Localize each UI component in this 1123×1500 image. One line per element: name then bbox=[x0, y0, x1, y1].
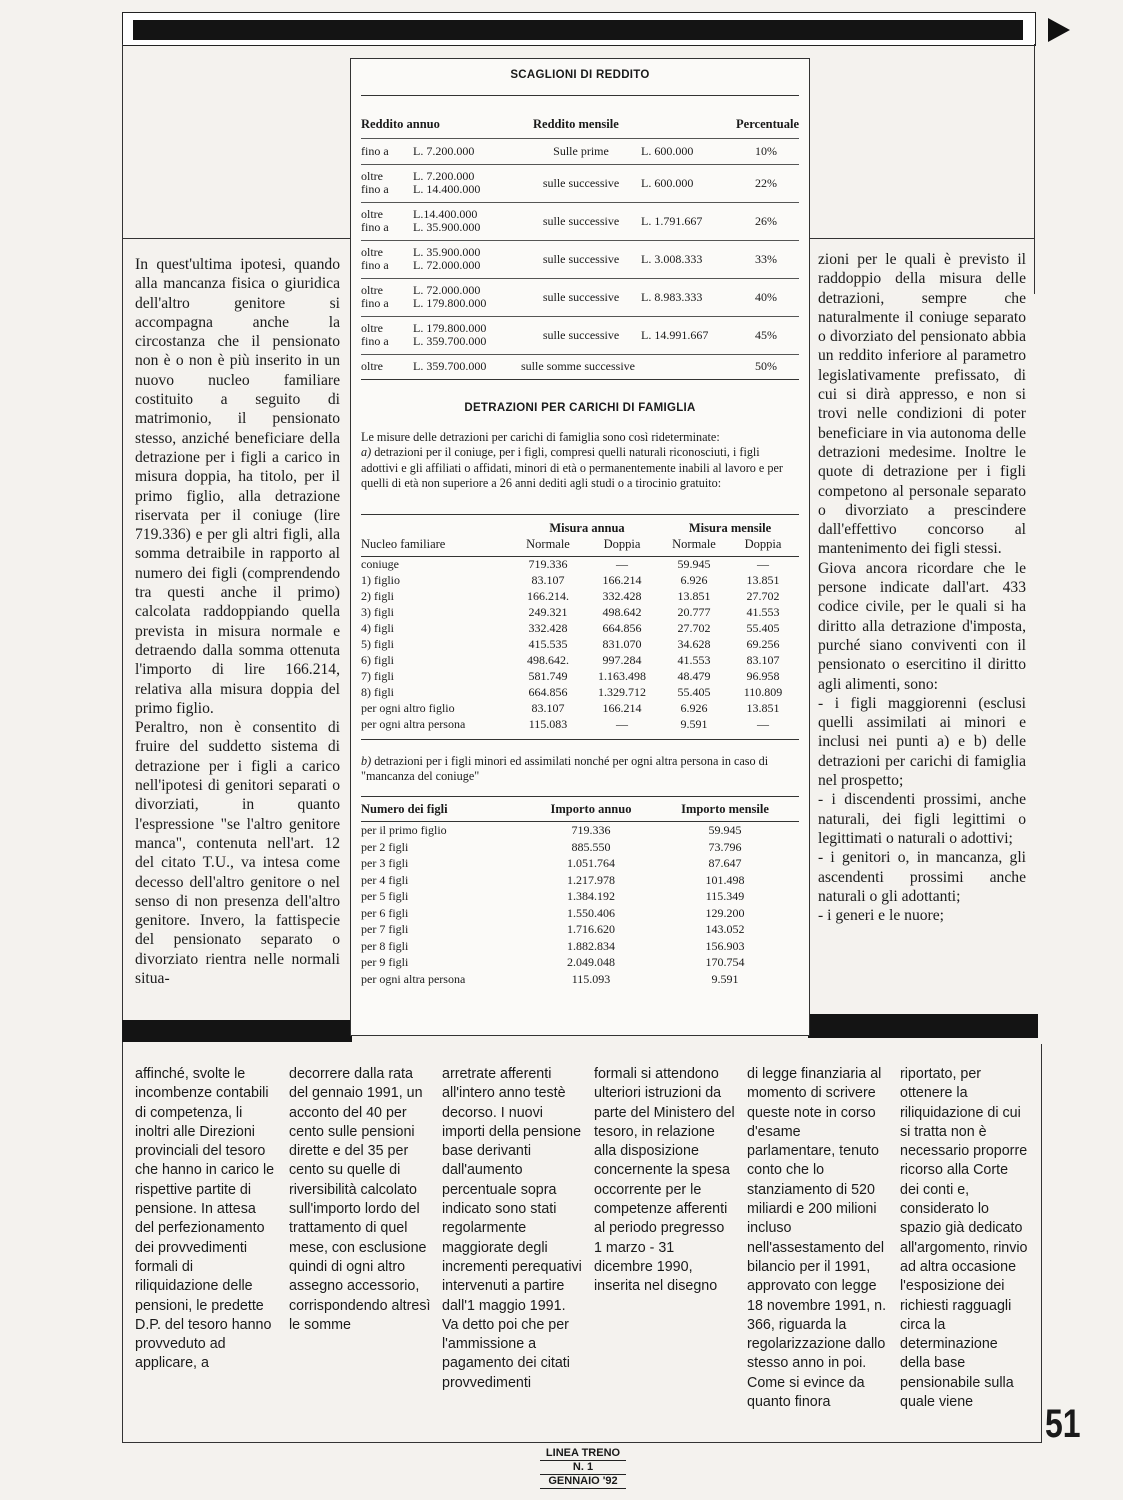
table-cell: per 4 figli bbox=[361, 872, 409, 887]
table-row bbox=[361, 855, 799, 872]
table-cell: 581.749 bbox=[528, 669, 568, 684]
table-cell: 13.851 bbox=[677, 589, 711, 604]
table-row bbox=[361, 653, 799, 669]
annual-income-cell bbox=[413, 164, 521, 202]
range-label: fino a bbox=[361, 182, 389, 196]
table-cell: 997.284 bbox=[602, 653, 642, 668]
table-cell: 166.214 bbox=[602, 701, 642, 716]
divider bbox=[361, 739, 799, 740]
table-cell: 55.405 bbox=[677, 685, 711, 700]
table-cell: 83.107 bbox=[746, 653, 780, 668]
annual-income-cell bbox=[413, 240, 521, 278]
bottom-column-5 bbox=[747, 1065, 889, 1412]
column-header: Reddito annuo bbox=[361, 117, 440, 132]
column-header: Percentuale bbox=[736, 117, 799, 132]
monthly-income: L. 600.000 bbox=[641, 164, 733, 202]
table-row bbox=[361, 278, 799, 316]
table-cell: 7) figli bbox=[361, 669, 394, 684]
annual-income: L.14.400.000 bbox=[413, 207, 478, 221]
left-box-rule bbox=[122, 238, 350, 239]
paragraph: affinché, svolte le incombenze contabili di competenza, li inoltri alle Direzioni provinciali del tesoro che hanno in carico le rispettive partite di pensione. In attesa del perfezionamento dei provvedimenti formali di riliquidazione delle pensioni, le predette D.P. del tesoro hanno provveduto ad applicare, a bbox=[135, 1066, 275, 1372]
annual-income: L. 72.000.000 bbox=[413, 258, 481, 272]
table-row bbox=[361, 905, 799, 922]
table-cell: 1.384.192 bbox=[567, 889, 615, 904]
percentage: 40% bbox=[733, 278, 799, 316]
annual-income-cell bbox=[413, 202, 521, 240]
monthly-desc: sulle successive bbox=[521, 202, 641, 240]
table-cell: 9.591 bbox=[711, 971, 739, 986]
table-row bbox=[361, 717, 799, 733]
table-cell: 2.049.048 bbox=[567, 955, 615, 970]
table-cell: 6) figli bbox=[361, 653, 394, 668]
table-cell: 115.349 bbox=[705, 889, 745, 904]
table-cell: per ogni altra persona bbox=[361, 971, 466, 986]
table-cell: 48.479 bbox=[677, 669, 711, 684]
table-cell: 69.256 bbox=[746, 637, 780, 652]
table-cell: 1.163.498 bbox=[598, 669, 646, 684]
table-cell: per 8 figli bbox=[361, 938, 409, 953]
table-cell: 2) figli bbox=[361, 589, 394, 604]
annual-income: L. 7.200.000 bbox=[413, 169, 475, 183]
table-row bbox=[361, 954, 799, 971]
group-header: Misura annua bbox=[549, 521, 625, 536]
table-cell: 115.083 bbox=[528, 717, 568, 732]
table-cell: 1.716.620 bbox=[567, 922, 615, 937]
table-cell: — bbox=[757, 557, 769, 572]
range-label: fino a bbox=[361, 220, 389, 234]
monthly-income: L. 1.791.667 bbox=[641, 202, 733, 240]
table-cell: 27.702 bbox=[677, 621, 711, 636]
divider bbox=[361, 95, 799, 96]
point-a-text bbox=[361, 445, 799, 491]
table-cell: 332.428 bbox=[528, 621, 568, 636]
table-cell: per ogni altra persona bbox=[361, 717, 466, 732]
table-row bbox=[361, 138, 799, 164]
column-header: Numero dei figli bbox=[361, 801, 448, 816]
table-cell: 5) figli bbox=[361, 637, 394, 652]
paragraph: zioni per le quali è previsto il raddoppio della misura delle detrazioni, sempre che naturalmente il coniuge separato o divorziato del pensionato abbia un reddito inferiore al parametro legislativamente prefissato, di cui si dirà appresso, e non si trovi nelle condizioni di poter beneficiare in via autonoma delle detrazioni medesime. Inoltre le quote di detrazione per i figli competono al personale separato o divorziato a prescindere dall'effettivo concorso al mantenimento dei figli stessi. bbox=[818, 251, 1026, 558]
detrazioni-title: DETRAZIONI PER CARICHI DI FAMIGLIA bbox=[464, 402, 696, 414]
table-row bbox=[361, 669, 799, 685]
table-cell: 719.336 bbox=[571, 823, 611, 838]
table-row bbox=[361, 822, 799, 839]
table-row bbox=[361, 316, 799, 354]
section-band-right bbox=[808, 1014, 1038, 1038]
column-header: Reddito mensile bbox=[533, 117, 619, 132]
monthly-desc: sulle successive bbox=[521, 164, 641, 202]
table-row bbox=[361, 685, 799, 701]
table-cell: per 5 figli bbox=[361, 889, 409, 904]
percentage: 33% bbox=[733, 240, 799, 278]
range-label: oltre bbox=[361, 169, 383, 183]
monthly-desc: Sulle prime bbox=[521, 138, 641, 164]
table-cell: 1.882.834 bbox=[567, 938, 615, 953]
column-header: Importo annuo bbox=[550, 801, 632, 816]
table-cell: 415.535 bbox=[528, 637, 568, 652]
range-label: fino a bbox=[361, 296, 389, 310]
paragraph: riportato, per ottenere la riliquidazione di cui si tratta non è necessario proporre ricorso alla Corte dei conti e, considerato lo spazio già dedicato all'argomento, rinvio ad altra occasione l'esposizione dei richiesti ragguagli circa la determinazione della base pensionabile sulla quale viene bbox=[900, 1066, 1028, 1411]
table-row bbox=[361, 556, 799, 573]
table-cell: — bbox=[757, 717, 769, 732]
group-header: Misura mensile bbox=[688, 521, 772, 536]
table-cell: 885.550 bbox=[571, 839, 611, 854]
table-header-row bbox=[361, 799, 799, 819]
range-label: fino a bbox=[361, 334, 389, 348]
annual-income: L. 179.800.000 bbox=[413, 321, 487, 335]
annual-income: L. 35.900.000 bbox=[413, 245, 481, 259]
table-cell: 13.851 bbox=[746, 701, 780, 716]
table-cell: 41.553 bbox=[677, 653, 711, 668]
range-label: oltre bbox=[361, 207, 383, 221]
monthly-income: L. 3.008.333 bbox=[641, 240, 733, 278]
table-cell: 664.856 bbox=[528, 685, 568, 700]
percentage: 26% bbox=[733, 202, 799, 240]
monthly-income: L. 8.983.333 bbox=[641, 278, 733, 316]
bottom-column-4 bbox=[594, 1065, 736, 1297]
range-label: fino a bbox=[361, 143, 389, 158]
annual-income: L. 72.000.000 bbox=[413, 283, 481, 297]
table-cell: 110.809 bbox=[743, 685, 783, 700]
point-a-letter: a) bbox=[361, 445, 372, 460]
table-row bbox=[361, 888, 799, 905]
list-item: - i genitori o, in mancanza, gli ascendenti prossimi anche naturali o gli adottanti; bbox=[818, 849, 1026, 905]
table-cell: 1.217.978 bbox=[567, 872, 615, 887]
table-cell: 115.093 bbox=[571, 971, 611, 986]
monthly-income: L. 14.991.667 bbox=[641, 316, 733, 354]
range-label-cell bbox=[361, 138, 413, 164]
column-header: Doppia bbox=[603, 537, 641, 552]
detrazioni-body bbox=[361, 556, 799, 733]
table-cell: 143.052 bbox=[705, 922, 745, 937]
annual-income: L. 179.800.000 bbox=[413, 296, 487, 310]
table-cell: 719.336 bbox=[528, 557, 568, 572]
table-row bbox=[361, 164, 799, 202]
percentage: 45% bbox=[733, 316, 799, 354]
monthly-income: L. 600.000 bbox=[641, 138, 733, 164]
range-label: oltre bbox=[361, 321, 383, 335]
percentage: 22% bbox=[733, 164, 799, 202]
divider bbox=[361, 796, 799, 797]
table-cell: coniuge bbox=[361, 557, 399, 572]
annual-income: L. 7.200.000 bbox=[413, 143, 475, 158]
table-row bbox=[361, 872, 799, 889]
table-cell: 73.796 bbox=[708, 839, 742, 854]
table-cell: 13.851 bbox=[746, 573, 780, 588]
monthly-desc: sulle successive bbox=[521, 278, 641, 316]
table-row bbox=[361, 240, 799, 278]
table-row bbox=[361, 637, 799, 653]
range-label: fino a bbox=[361, 258, 389, 272]
point-b-body: detrazioni per i figli minori ed assimilati nonché per ogni altra persona in caso di "mancanza del coniuge" bbox=[361, 753, 769, 784]
table-row bbox=[361, 971, 799, 988]
range-label: oltre bbox=[361, 354, 413, 378]
point-b-letter: b) bbox=[361, 753, 372, 768]
right-text-column bbox=[818, 250, 1026, 925]
footer-date: GENNAIO '92 bbox=[540, 1475, 626, 1489]
range-label-cell bbox=[361, 240, 413, 278]
table-cell: 156.903 bbox=[705, 938, 745, 953]
paragraph: decorrere dalla rata del gennaio 1991, un acconto del 40 per cento sulle pensioni dirette e del 35 per cento su quelle di riversibilità calcolato sull'importo lordo del trattamento di quel mese, con esclusione quindi di ogni altro assegno accessorio, corrispondendo altresì le somme bbox=[289, 1066, 431, 1333]
paragraph: Giova ancora ricordare che le persone indicate dall'art. 433 codice civile, per le quali si ha diritto alla detrazione d'imposta, purché siano conviventi con il pensionato o esercitino il diritto agli alimenti, sono: bbox=[818, 559, 1026, 693]
table-cell: 170.754 bbox=[705, 955, 745, 970]
point-b-text bbox=[361, 754, 799, 785]
table-cell: 1.550.406 bbox=[567, 905, 615, 920]
range-label-cell bbox=[361, 316, 413, 354]
list-item: - i figli maggiorenni (esclusi quelli assimilati ai minori e inclusi nei punti a) e b) delle detrazioni per carichi di famiglia nel prospetto; bbox=[818, 694, 1026, 790]
bottom-column-2 bbox=[289, 1065, 431, 1335]
table-cell: 129.200 bbox=[705, 905, 745, 920]
table-cell: 831.070 bbox=[602, 637, 642, 652]
paragraph: formali si attendono ulteriori istruzioni da parte del Ministero del tesoro, in relazione alla disposizione concernente la spesa occorrente per le competenze afferenti al periodo pregresso 1 marzo - 31 dicembre 1990, inserita nel disegno bbox=[594, 1066, 735, 1295]
table-row bbox=[361, 921, 799, 938]
footer-magazine: LINEA TRENO bbox=[540, 1447, 626, 1461]
column-header: Doppia bbox=[744, 537, 782, 552]
table-cell: 1.329.712 bbox=[598, 685, 646, 700]
table-cell: 6.926 bbox=[680, 573, 708, 588]
table-cell: 55.405 bbox=[746, 621, 780, 636]
table-row bbox=[361, 354, 799, 378]
frame-right-rule bbox=[1034, 44, 1035, 294]
range-label: oltre bbox=[361, 283, 383, 297]
bottom-column-3 bbox=[442, 1065, 584, 1393]
column-header: Importo mensile bbox=[681, 801, 769, 816]
table-cell: per 3 figli bbox=[361, 856, 409, 871]
annual-income-cell bbox=[413, 138, 521, 164]
table-cell: 664.856 bbox=[602, 621, 642, 636]
page-number: 51 bbox=[1045, 1402, 1081, 1446]
table-cell: 249.321 bbox=[528, 605, 568, 620]
table-cell: per il primo figlio bbox=[361, 823, 447, 838]
bottom-column-6 bbox=[900, 1065, 1030, 1412]
percentage: 10% bbox=[733, 138, 799, 164]
table-cell: per ogni altro figlio bbox=[361, 701, 455, 716]
paragraph: di legge finanziaria al momento di scrivere queste note in corso d'esame parlamentare, tenuto conto che lo stanziamento di 520 miliardi e 200 milioni incluso nell'assestamento del bilancio per il 1991, approvato con legge 18 novembre 1991, n. 366, riguarda la regolarizzazione dallo stesso anno in poi. Come si evince da quanto finora bbox=[747, 1066, 887, 1411]
table-cell: 3) figli bbox=[361, 605, 394, 620]
table-cell: 83.107 bbox=[531, 573, 565, 588]
monthly-desc: sulle successive bbox=[521, 316, 641, 354]
column-header: Normale bbox=[526, 537, 570, 552]
table-header-row bbox=[361, 537, 799, 553]
table-row bbox=[361, 839, 799, 856]
table-cell: 498.642 bbox=[602, 605, 642, 620]
table-cell: 96.958 bbox=[746, 669, 780, 684]
column-header: Nucleo familiare bbox=[361, 537, 446, 552]
annual-income-cell bbox=[413, 278, 521, 316]
table-row bbox=[361, 938, 799, 955]
percentage: 50% bbox=[733, 354, 799, 378]
right-box-rule bbox=[808, 238, 1034, 239]
next-page-arrow-icon bbox=[1048, 18, 1070, 42]
detrazioni-intro: Le misure delle detrazioni per carichi di famiglia sono così rideterminate: bbox=[361, 430, 720, 444]
table-cell: per 9 figli bbox=[361, 955, 409, 970]
table-cell: 59.945 bbox=[677, 557, 711, 572]
table-cell: 1) figlio bbox=[361, 573, 400, 588]
table-cell: 20.777 bbox=[677, 605, 711, 620]
annual-income: L. 35.900.000 bbox=[413, 220, 481, 234]
header-bar bbox=[133, 20, 1023, 40]
left-text-column bbox=[135, 255, 340, 988]
table-cell: — bbox=[616, 557, 628, 572]
table-cell: 166.214 bbox=[602, 573, 642, 588]
section-band-left bbox=[122, 1020, 352, 1042]
range-label: oltre bbox=[361, 245, 383, 259]
point-a-body: detrazioni per il coniuge, per i figli, compresi quelli naturali riconosciuti, i figli adottivi e gli affiliati o affidati, minori di età o permanentemente inabili al lavoro e per quelli di età non superiore a 26 anni dediti agli studi o a tirocinio gratuito: bbox=[361, 445, 783, 491]
column-header: Normale bbox=[672, 537, 716, 552]
annual-income: L. 359.700.000 bbox=[413, 354, 521, 378]
footer-issue: N. 1 bbox=[540, 1461, 626, 1475]
table-cell: — bbox=[616, 717, 628, 732]
table-cell: 59.945 bbox=[708, 823, 742, 838]
figli-table bbox=[361, 799, 799, 987]
annual-income: L. 14.400.000 bbox=[413, 182, 481, 196]
table-header-row bbox=[361, 112, 799, 138]
list-item: - i discendenti prossimi, anche naturali, dei figli legittimi o legittimati o naturali o adottivi; bbox=[818, 791, 1026, 847]
table-cell: 8) figli bbox=[361, 685, 394, 700]
paragraph: Peraltro, non è consentito di fruire del suddetto sistema di detrazione per i figli a carico nell'ipotesi di genitori separati o divorziati, in quanto l'espressione "se l'altro genitore manca", contenuta nell'art. 12 del citato T.U., va intesa come decesso dell'altro genitore o nel senso di non presenza dell'altro genitore. Invero, la fattispecie del pensionato separato o divorziato rientra nelle normali situa- bbox=[135, 719, 340, 987]
monthly-desc: sulle somme successive bbox=[521, 354, 641, 378]
table-row bbox=[361, 605, 799, 621]
range-label-cell bbox=[361, 202, 413, 240]
table-row bbox=[361, 701, 799, 717]
annual-income: L. 359.700.000 bbox=[413, 334, 487, 348]
table-cell: 332.428 bbox=[602, 589, 642, 604]
table-cell: per 2 figli bbox=[361, 839, 409, 854]
table-cell: per 7 figli bbox=[361, 922, 409, 937]
table-row bbox=[361, 202, 799, 240]
figli-body bbox=[361, 822, 799, 988]
table-cell: 6.926 bbox=[680, 701, 708, 716]
divider bbox=[361, 379, 799, 380]
detrazioni-table bbox=[361, 521, 799, 733]
table-cell: 101.498 bbox=[705, 872, 745, 887]
table-cell: per 6 figli bbox=[361, 905, 409, 920]
table-cell: 41.553 bbox=[746, 605, 780, 620]
frame-left-rule bbox=[122, 44, 123, 1044]
table-cell: 87.647 bbox=[708, 856, 742, 871]
monthly-desc: sulle successive bbox=[521, 240, 641, 278]
range-label-cell bbox=[361, 164, 413, 202]
footer bbox=[540, 1447, 626, 1489]
table-row bbox=[361, 573, 799, 589]
list-item: - i generi e le nuore; bbox=[818, 907, 944, 925]
paragraph: In quest'ultima ipotesi, quando alla mancanza fisica o giuridica dell'altro genitore si accompagna anche la circostanza che il pensionato non è o non è più inserito in un nuovo nucleo familiare costituito a seguito di matrimonio, il pensionato stesso, anziché beneficiare della detrazione per i figli a carico in misura doppia, ha titolo, per il primo figlio, alla detrazione riservata per il coniuge (lire 719.336) e per gli altri figli, alla somma detraibile in rapporto al numero dei figli (comprendendo tra questi anche il primo) calcolata raddoppiando quella prevista in misura normale e detraendo dalla somma ottenuta l'importo di lire 166.214, relativa alla misura doppia del primo figlio. bbox=[135, 256, 340, 717]
scaglioni-title: SCAGLIONI DI REDDITO bbox=[510, 69, 650, 81]
table-cell: 9.591 bbox=[680, 717, 708, 732]
divider bbox=[361, 514, 799, 515]
table-group-header-row bbox=[361, 521, 799, 537]
table-cell: 498.642. bbox=[527, 653, 569, 668]
tax-tables-box bbox=[350, 58, 810, 1036]
range-label-cell bbox=[361, 278, 413, 316]
annual-income-cell bbox=[413, 316, 521, 354]
paragraph: arretrate afferenti all'intero anno testè decorso. I nuovi importi della pensione base derivanti dall'aumento percentuale sopra indicato sono stati regolarmente maggiorate degli incrementi perequativi intervenuti a partire dall'1 maggio 1991. Va detto poi che per l'ammissione a pagamento dei citati provvedimenti bbox=[442, 1066, 582, 1391]
scaglioni-body bbox=[361, 138, 799, 378]
table-row bbox=[361, 621, 799, 637]
table-cell: 27.702 bbox=[746, 589, 780, 604]
table-row bbox=[361, 589, 799, 605]
table-cell: 83.107 bbox=[531, 701, 565, 716]
scaglioni-table bbox=[361, 112, 799, 378]
table-cell: 4) figli bbox=[361, 621, 394, 636]
table-cell: 166.214. bbox=[527, 589, 569, 604]
table-cell: 34.628 bbox=[677, 637, 711, 652]
bottom-column-1 bbox=[135, 1065, 277, 1374]
table-cell: 1.051.764 bbox=[567, 856, 615, 871]
